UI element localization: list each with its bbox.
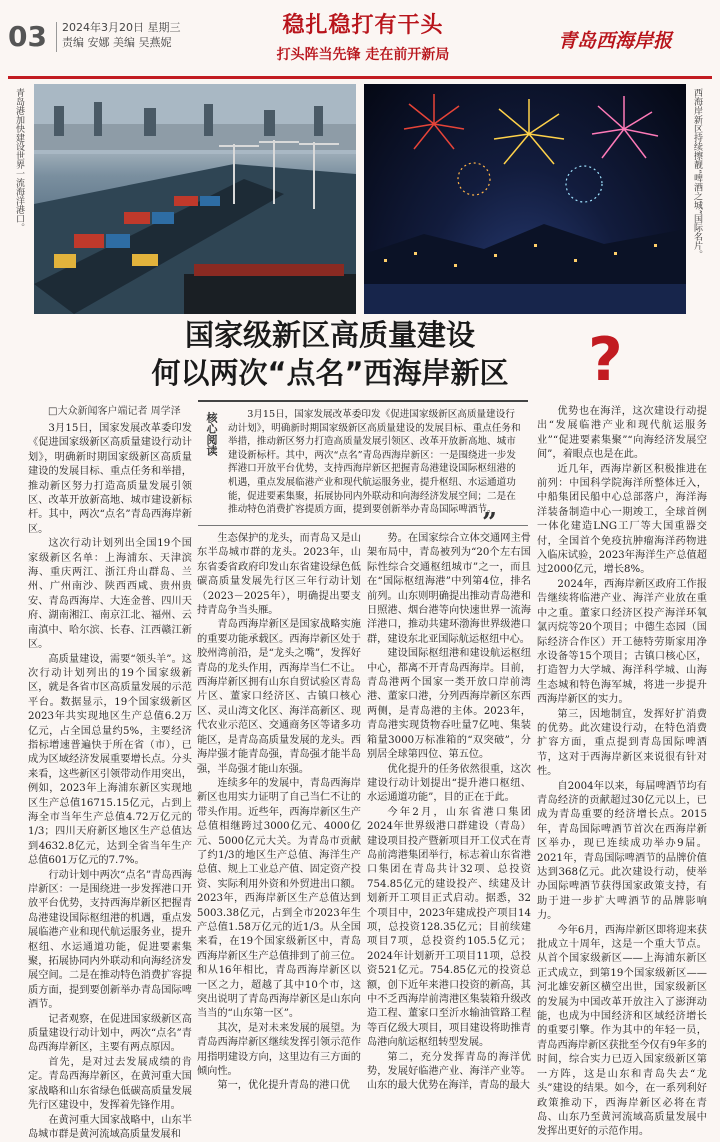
- fireworks-photo: [364, 84, 686, 314]
- paragraph: 第三，因地制宜，发挥好扩消费的优势。此次建设行动，在特色消费扩容方面，重点提到青岛国际啤酒节，这对于西海岸新区来说很有针对性。: [537, 708, 707, 780]
- paragraph: 这次行动计划列出全国19个国家级新区名单：上海浦东、天津滨海、重庆两江、浙江舟山群岛、兰州、广州南沙、陕西西咸、贵州贵安、青岛西海岸、大连金普、四川天府、湖南湘江、南京江北、福州、云南滇中、哈尔滨、长春、江西赣江新区。: [28, 537, 192, 652]
- paragraph: 第一，优化提升青岛的港口优: [197, 1079, 361, 1093]
- issue-editors: 责编 安娜 美编 吴燕妮: [62, 35, 202, 50]
- paragraph: 行动计划中两次“点名”青岛西海岸新区：一是围绕进一步发挥港口开放平台优势，支持西海岸新区把握青岛港建设国际枢纽港的机遇，重点发展临港产业和现代航运服务业，提升枢纽、水运通道功能，促进要素集聚，拓展协同内外联动和向海经济发展空间。二是在推动特色消费扩容提质方面，提到要创新举办青岛国际啤酒节。: [28, 869, 192, 1013]
- byline: □大众新闻客户端记者 周学泽: [48, 402, 181, 417]
- paragraph: 优势也在海洋，这次建设行动提出“发展临港产业和现代航运服务业”“促进要素集聚”“向海经济发展空间”，着眼点也是在此。: [537, 405, 707, 463]
- headline-line-1: 国家级新区高质量建设: [20, 316, 640, 354]
- key-reading-label: 核心阅读: [204, 412, 218, 456]
- paragraph: 第二，充分发挥青岛的海洋优势，发展好临港产业、海洋产业等。山东的最大优势在海洋，青岛的最大: [367, 1051, 531, 1094]
- paragraph: 2024年，西海岸新区政府工作报告继续将临港产业、海洋产业放在重中之重。董家口经济区投产海洋环氧氯丙烷等20个项目；中德生态园（国际经济合作区）开工徳特劳斯家用净水设备等15个项目；古镇口核心区，打造智力大学城、海洋科学城、山海生态城和特色海军城，将进一步提升西海岸新区的实力。: [537, 578, 707, 708]
- article-column-2: [197, 532, 361, 1088]
- paragraph: 青岛西海岸新区是国家战略实施的重要功能承载区。西海岸新区处于胶州湾前沿，是“龙头之嘴”，发挥好青岛的龙头作用，西海岸当仁不让。西海岸新区拥有山东自贸试验区青岛片区、董家口经济区、古镇口核心区、灵山湾文化区、海洋高新区、现代农业示范区、交通商务区等诸多功能区，是青岛高质量发展的龙头。西海岸强才能青岛强，青岛强才能半岛强，半岛强才能山东强。: [197, 618, 361, 776]
- paragraph: 首先，是对过去发展成绩的肯定。青岛西海岸新区，在黄河重大国家战略和山东省绿色低碳高质量发展先行区建设中，发挥着先锋作用。: [28, 1056, 192, 1114]
- fireworks-illustration: [364, 84, 686, 314]
- key-reading-box: [198, 400, 528, 526]
- page-header: [0, 0, 720, 78]
- paragraph: 在黄河重大国家战略中，山东半岛城市群是黄河流域高质量发展和: [28, 1114, 192, 1142]
- paragraph: 建设国际枢纽港和建设航运枢纽中心，都离不开青岛西海岸。目前，青岛港两个国家一类开放口岸前湾港、董家口港，分列西海岸新区东西两侧，是青岛港的主体。2023年，青岛港实现货物吞吐量7亿吨、集装箱量3000万标准箱的“双突破”，分别居全球第四位、第五位。: [367, 647, 531, 762]
- article-column-1: [28, 422, 192, 1092]
- headline: [20, 316, 640, 392]
- page-number: 03: [8, 20, 47, 53]
- issue-meta: [62, 20, 202, 50]
- quote-mark-icon: ”: [482, 513, 497, 533]
- paragraph: 连续多年的发展中，青岛西海岸新区也用实力证明了自己当仁不让的带头作用。近些年，西海岸新区生产总值相继跨过3000亿元、4000亿元、5000亿元大关。为青岛市贡献了约1/3的地区生产总值、海洋生产总值、规上工业总产值、固定资产投资、实际利用外资和外贸进出口额。2023年，西海岸新区生产总值达到5003.38亿元，占到全市2023年生产总值1.58万亿元的近1/3。从全国来看，在19个国家级新区中，青岛西海岸新区生产总值排到了前三位。和从16年相比，青岛西海岸新区以一区之力，超越了其中10个市，这突出说明了青岛西海岸新区是山东向当当的“山东第一区”。: [197, 777, 361, 1022]
- right-photo-caption: 西海岸新区持续擦靓“啤酒之城”国际名片。: [690, 88, 702, 259]
- headline-line-2: 何以两次“点名”西海岸新区: [20, 354, 640, 392]
- paragraph: 今年2月，山东省港口集团2024年世界级港口群建设（青岛）建设项目投产暨新项目开工仪式在青岛前湾港集团举行，标志着山东省港口集团在青岛共计32项、总投资754.85亿元的建设投产、续建及计划新开工项目正式启动。据悉，32个项目中，2023年建成投产项目14项，总投资128.35亿元；目前续建项目7项，总投资约105.5亿元；2024年计划新开工项目11项，总投资521亿元。754.85亿元的投资总额，创下近年来港口投资的新高，其中不乏西海岸前湾港区集装箱升级改造工程、董家口至沂水输油管路工程等百亿级大项目，项目建设将助推青岛港向航运枢纽转型发展。: [367, 806, 531, 1051]
- port-photo: [34, 84, 356, 314]
- paragraph: 其次，是对未来发展的展望。为青岛西海岸新区继续发挥引领示范作用指明建设方向，这里边有三方面的倾向性。: [197, 1022, 361, 1080]
- port-illustration: [34, 84, 356, 314]
- paragraph: 3月15日，国家发展改革委印发《促进国家级新区高质量建设行动计划》，明确新时期国家级新区高质量建设的发展目标、重点任务和举措，推动新区努力打造高质量发展引领区、改革开放新高地、城市建设新标杆。其中，两次“点名”青岛西海岸新区。: [28, 422, 192, 537]
- header-divider: [56, 22, 57, 52]
- paragraph: 高质量建设，需要“领头羊”。这次行动计划列出的19个国家级新区，就是各省市区高质量发展的示范平台。数据显示，19个国家级新区2023年共实现地区生产总值6.2万亿元，占全国总量约5%，主要经济指标增速普遍快于所在省（市），已成为区域经济发展重要增长点。分头来看，这些新区引领带动作用突出，例如，2023年上海浦东新区实现地区生产总值16715.15亿元，占到上海全市当年生产总值4.72万亿元的1/3；四川天府新区地区生产总值达到4632.8亿元，达到全省当年生产总值601万亿元的7.7%。: [28, 653, 192, 869]
- left-photo-caption: 青岛港加快建设世界一流海洋港口。: [12, 88, 24, 232]
- paragraph: 势。在国家综合立体交通网主骨架布局中，青岛被列为“20个左右国际性综合交通枢纽城市”之一，而且在“国际枢纽海港”中列第4位，排名前列。山东则明确提出推动青岛港和日照港、烟台港等向快速世界一流海洋港口，推动共建环渤海世界级港口群，建设东北亚国际航运枢纽中心。: [367, 532, 531, 647]
- section-subtitle: 打头阵当先锋 走在前开新局: [228, 44, 498, 64]
- paragraph: 优化提升的任务依然很重，这次建设行动计划提出“提升港口枢纽、水运通道功能”，目的正在于此。: [367, 763, 531, 806]
- paragraph: 生态保护的龙头，而青岛又是山东半岛城市群的龙头。2023年，山东省委省政府印发山东省建设绿色低碳高质量发展先行区三年行动计划（2023－2025年），明确提出要支持青岛争当头雁。: [197, 532, 361, 618]
- newspaper-logo: 青岛西海岸报: [558, 26, 672, 53]
- header-rule: [8, 76, 712, 79]
- article-column-3: [367, 532, 531, 1088]
- issue-date: 2024年3月20日 星期三: [62, 20, 202, 35]
- paragraph: 自2004年以来，每届啤酒节均有青岛经济的贡献超过30亿元以上，已成为青岛重要的经济增长点。2015年，青岛国际啤酒节首次在西海岸新区举办，现已连续成功举办9届。2021年，青岛国际啤酒节的品牌价值达到368亿元。此次建设行动，使举办国际啤酒节获得国家政策支持，有助于进一步扩大啤酒节的品牌影响力。: [537, 780, 707, 924]
- key-reading-text: 3月15日，国家发展改革委印发《促进国家级新区高质量建设行动计划》，明确新时期国家级新区高质量建设的发展目标、重点任务和举措，推动新区努力打造高质量发展引领区、改革开放新高地、城市建设新标杆。其中，两次“点名”青岛西海岸新区：一是围绕进一步发挥港口开放平台优势，支持西海岸新区把握青岛港建设国际枢纽港的机遇，重点发展临港产业和现代航运服务业，提升枢纽、水运通道功能，促进要素集聚，拓展协同内外联动和向海经济发展空间；二是在推动特色消费扩容提质方面，提到要创新举办青岛国际啤酒节。: [228, 408, 524, 517]
- paragraph: 记者观察，在促进国家级新区高质量建设行动计划中，两次“点名”青岛西海岸新区，主要有两点原因。: [28, 1013, 192, 1056]
- section-title: 稳扎稳打有干头: [228, 8, 498, 39]
- question-mark-graphic: ?: [588, 330, 623, 390]
- paragraph: 近几年，西海岸新区积极推进在前列：中国科学院海洋所整体迁入，中船集团民船中心总部落户，海洋海洋装备制造中心一期竣工，全球首例一体化建造LNG工厂等大国重器交付，全国首个免疫抗肿瘤海洋药物进入临床试验，2023年海洋生产总值超过2000亿元，增长8%。: [537, 463, 707, 578]
- article-column-4: [537, 405, 707, 1088]
- paragraph: 今年6月，西海岸新区即将迎来获批成立十周年，这是一个重大节点。从首个国家级新区——上海浦东新区正式成立，到第19个国家级新区——河北雄安新区横空出世，国家级新区的发展为中国改革开放注入了澎湃动能，也成为中国经济和区域经济增长的重要引擎。作为其中的年轻一员，青岛西海岸新区获批至今仅有9年多的时间，综合实力已迈入国家级新区第一方阵，这是山东和青岛失去“龙头”建设的结果。如今，在一系列利好政策推动下，西海岸新区必将在青岛、山东乃至黄河流域高质量发展中发挥出更好的示范作用。: [537, 924, 707, 1140]
